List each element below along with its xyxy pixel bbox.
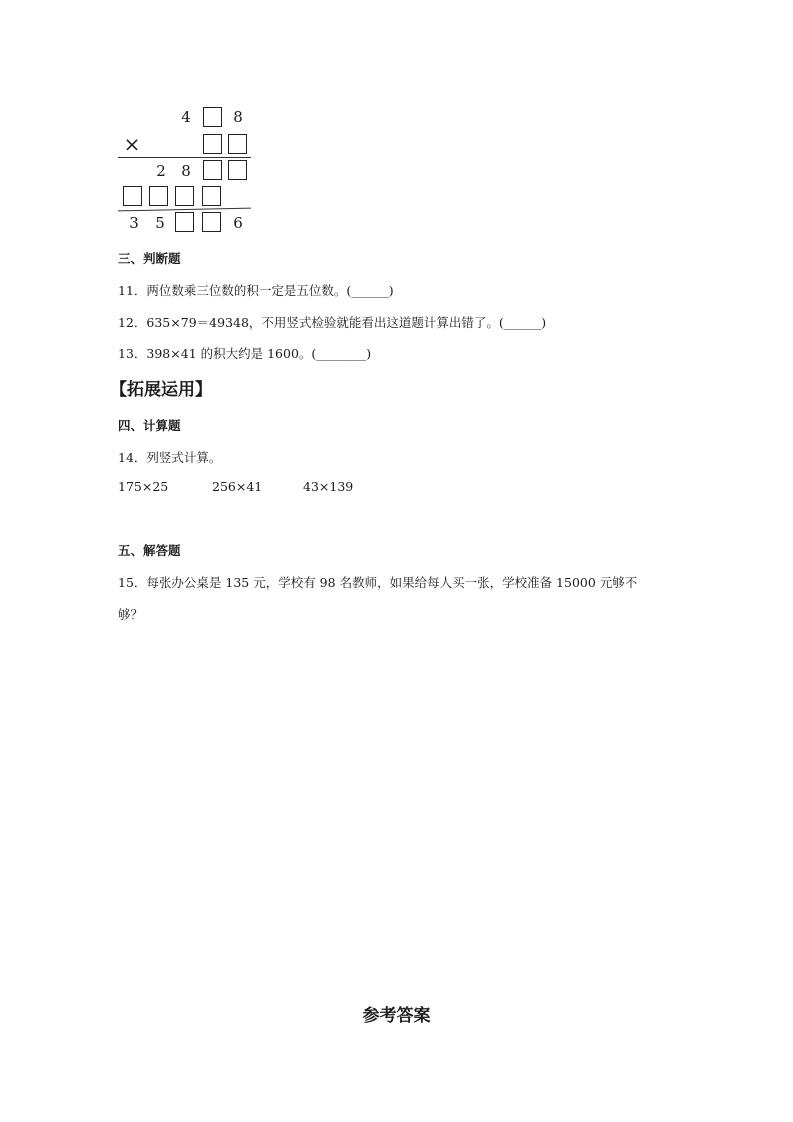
- blank-box: [203, 134, 222, 154]
- expression-2: 256×41: [212, 479, 263, 494]
- blank-box: [123, 186, 142, 206]
- divider-line: [118, 157, 251, 158]
- extension-heading: 【拓展运用】: [110, 380, 212, 400]
- digit: 8: [181, 162, 191, 180]
- blank-box: [202, 212, 221, 232]
- section-title-judgement: 三、判断题: [118, 251, 181, 266]
- multiply-sign: ×: [123, 132, 141, 156]
- expression-1: 175×25: [118, 479, 169, 494]
- blank-box: [175, 212, 194, 232]
- question-13: 13．398×41 的积大约是 1600。(________): [118, 346, 372, 361]
- blank-box: [228, 160, 247, 180]
- question-15-line1: 15．每张办公桌是 135 元，学校有 98 名教师，如果给每人买一张，学校准备 15000 元够不: [118, 575, 638, 590]
- digit: 3: [129, 214, 139, 232]
- digit: 5: [155, 214, 165, 232]
- digit: 2: [156, 162, 166, 180]
- blank-box: [228, 134, 247, 154]
- question-12: 12．635×79＝49348，不用竖式检验就能看出这道题计算出错了。(______): [118, 315, 547, 330]
- blank-box: [203, 160, 222, 180]
- multiplication-puzzle: [118, 104, 254, 232]
- digit: 6: [233, 214, 243, 232]
- digit: 4: [181, 108, 191, 126]
- question-15-line2: 够？: [118, 607, 144, 622]
- blank-box: [175, 186, 194, 206]
- digit: 8: [233, 108, 243, 126]
- divider-line: [118, 208, 251, 212]
- answers-heading: 参考答案: [362, 1006, 431, 1026]
- blank-box: [203, 107, 222, 127]
- question-11: 11．两位数乘三位数的积一定是五位数。(______): [118, 283, 394, 298]
- section-title-calculation: 四、计算题: [118, 418, 181, 433]
- blank-box: [202, 186, 221, 206]
- question-14: 14．列竖式计算。: [118, 450, 222, 465]
- section-title-answer: 五、解答题: [118, 543, 181, 558]
- blank-box: [149, 186, 168, 206]
- expression-3: 43×139: [303, 479, 354, 494]
